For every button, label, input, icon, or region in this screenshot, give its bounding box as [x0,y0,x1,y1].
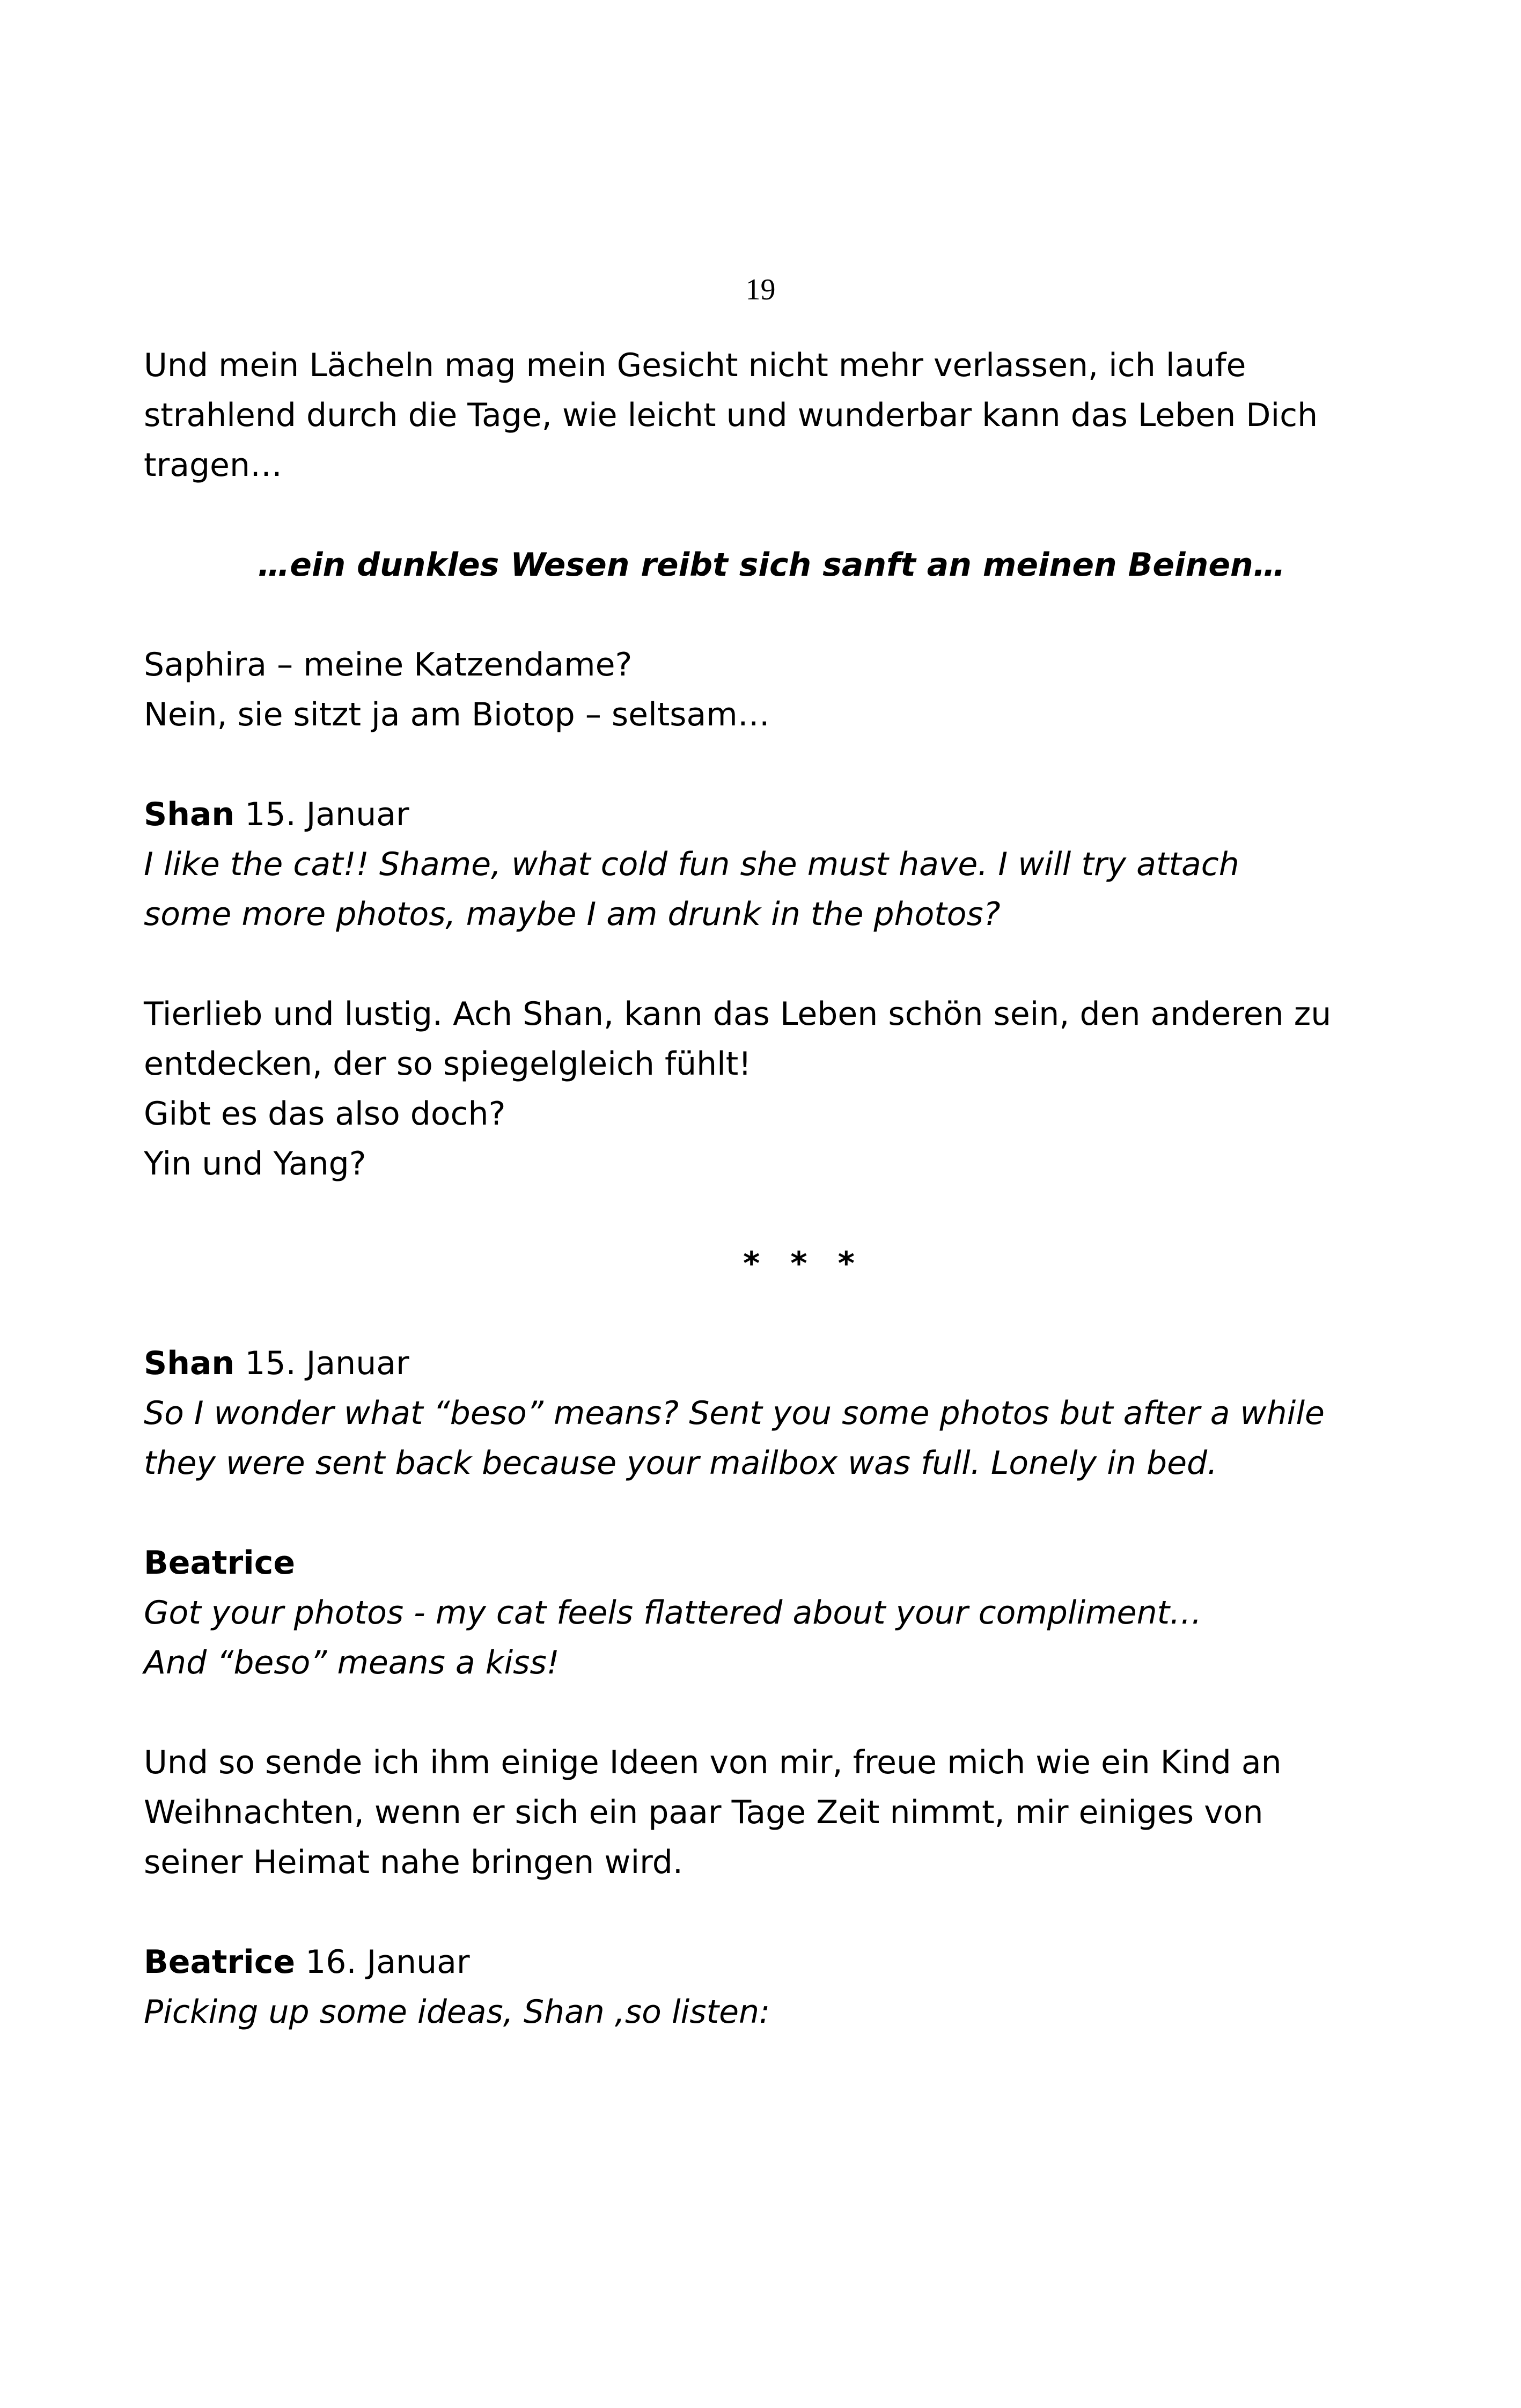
centered-emphasis-line: …ein dunkles Wesen reibt sich sanft an meinen Beinen… [258,546,1285,584]
message-text-line: I like the cat!! Shame, what cold fun she must have. I will try attach [144,846,1239,883]
message-date: 15. Januar [245,1345,409,1382]
message-text-line: So I wonder what “beso” means? Sent you some photos but after a while [144,1394,1325,1432]
message-beatrice-2 [144,1937,1399,2037]
message-date: 16. Januar [305,1943,470,1981]
text-line: Nein, sie sitzt ja am Biotop – seltsam… [144,696,770,733]
paragraph-saphira [144,640,1399,740]
message-header [144,790,1399,840]
message-header [144,1538,1399,1588]
document-body [144,341,1399,2087]
message-text-line: they were sent back because your mailbox was full. Lonely in bed. [144,1444,1218,1482]
message-text-line: Got your photos - my cat feels flattered about your compliment… [144,1594,1202,1632]
message-text-line: And “beso” means a kiss! [144,1644,560,1682]
message-text-line: some more photos, maybe I am drunk in the photos? [144,895,1001,933]
sender-name: Shan [144,796,235,833]
paragraph-ideen [144,1738,1399,1888]
text-line: Weihnachten, wenn er sich ein paar Tage Zeit nimmt, mir einiges von [144,1794,1263,1831]
sender-name: Shan [144,1345,235,1382]
page-number: 19 [745,273,776,306]
paragraph-tierlieb [144,989,1399,1189]
text-line: strahlend durch die Tage, wie leicht und wunderbar kann das Leben Dich [144,397,1318,434]
sender-name: Beatrice [144,1943,296,1981]
text-line: Und mein Lächeln mag mein Gesicht nicht mehr verlassen, ich laufe [144,347,1246,384]
message-text-line: Picking up some ideas, Shan ,so listen: [144,1993,770,2031]
text-line: Yin und Yang? [144,1145,366,1183]
message-beatrice-1 [144,1538,1399,1688]
message-date: 15. Januar [245,796,409,833]
paragraph-intro [144,341,1399,490]
message-header [144,1937,1399,1987]
section-separator: * * * [743,1245,864,1282]
text-line: Tierlieb und lustig. Ach Shan, kann das Leben schön sein, den anderen zu [144,995,1332,1033]
text-line: Gibt es das also doch? [144,1095,506,1133]
text-line: entdecken, der so spiegelgleich fühlt! [144,1045,752,1083]
text-line: tragen… [144,446,282,484]
message-shan-2 [144,1339,1399,1488]
text-line: Saphira – meine Katzendame? [144,646,633,684]
text-line: Und so sende ich ihm einige Ideen von mir, freue mich wie ein Kind an [144,1744,1282,1781]
sender-name: Beatrice [144,1544,296,1582]
message-header [144,1339,1399,1389]
text-line: seiner Heimat nahe bringen wird. [144,1844,683,1881]
message-shan-1 [144,790,1399,939]
